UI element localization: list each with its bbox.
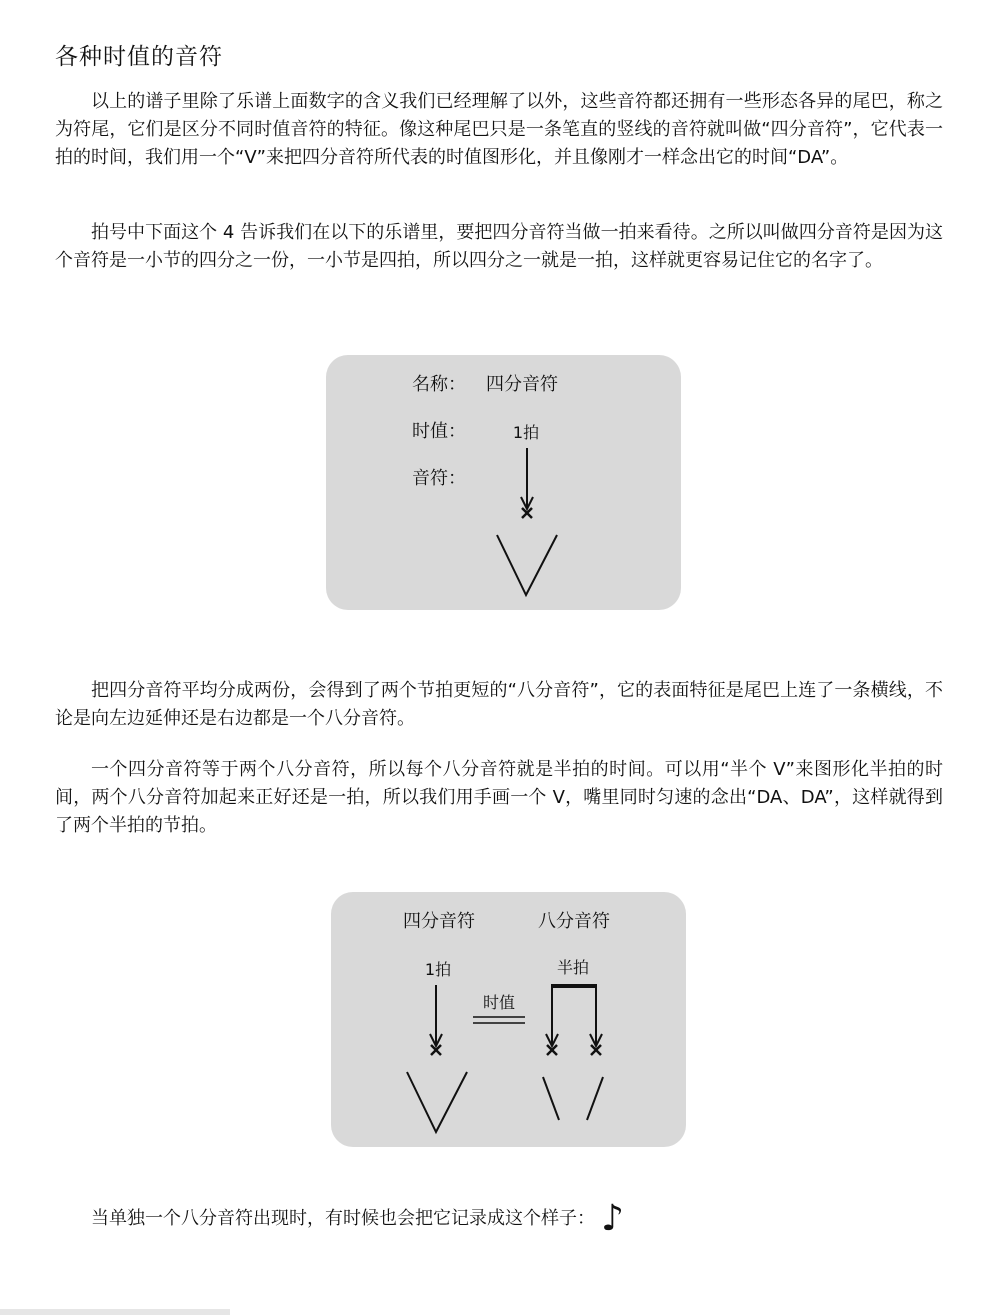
note-label: 音符：: [412, 468, 466, 489]
duration-label: 时值：: [412, 421, 466, 442]
quarter-note-stem: [430, 985, 442, 1046]
paragraph-half-beat: 一个四分音符等于两个八分音符，所以每个八分音符就是半拍的时间。可以用“半个 V”来图形化半拍的时间，两个八分音符加起来正好还是一拍，所以我们用手画一个 V，嘴里同时匀速的念出“DA、DA”，这样就得到了两个半拍的节拍。: [55, 759, 943, 836]
quarter-note-stem: [521, 448, 533, 509]
equals-sign-icon: [473, 1017, 525, 1023]
page-edge-shadow: [0, 1309, 230, 1315]
quarter-note-title: 四分音符: [403, 911, 475, 932]
eighth-note-icon: ♪: [601, 1198, 624, 1239]
eighth-note-stems: [546, 985, 602, 1046]
paragraph-quarter-note-intro: 以上的谱子里除了乐谱上面数字的含义我们已经理解了以外，这些音符都还拥有一些形态各异的尾巴，称之为符尾，它们是区分不同时值音符的特征。像这种尾巴只是一条笔直的竖线的音符就叫做“四分音符”，它代表一拍的时间，我们用一个“V”来把四分音符所代表的时值图形化，并且像刚才一样念出它的时间“DA”。: [55, 91, 943, 168]
quarter-note-diagram: [326, 355, 681, 610]
quarter-vs-eighth-drawing: [331, 892, 686, 1147]
page-heading: 各种时值的音符: [55, 44, 223, 70]
note-head-x-icon: [547, 1045, 601, 1055]
eighth-note-title: 八分音符: [538, 911, 610, 932]
paragraph-eighth-note-intro: 把四分音符平均分成两份，会得到了两个节拍更短的“八分音符”，它的表面特征是尾巴上连了一条横线，不论是向左边延伸还是右边都是一个八分音符。: [55, 680, 943, 729]
duration-value: 1拍: [512, 423, 540, 442]
quarter-duration: 1拍: [424, 960, 452, 979]
paragraph-single-eighth-text: 当单独一个八分音符出现时，有时候也会把它记录成这个样子：: [91, 1208, 595, 1229]
quarter-vs-eighth-diagram: [331, 892, 686, 1147]
half-v-beat-icon: [543, 1077, 603, 1120]
v-beat-icon: [497, 535, 557, 595]
paragraph-single-eighth-note: [55, 1198, 624, 1239]
name-value: 四分音符: [486, 374, 558, 395]
equals-label: 时值: [482, 993, 516, 1012]
eighth-duration: 半拍: [556, 958, 590, 977]
paragraph-time-signature: 拍号中下面这个 4 告诉我们在以下的乐谱里，要把四分音符当做一拍来看待。之所以叫做四分音符是因为这个音符是一小节的四分之一份，一小节是四拍，所以四分之一就是一拍，这样就更容易记住它的名字了。: [55, 222, 943, 271]
quarter-note-drawing: [326, 355, 681, 610]
name-label: 名称：: [412, 374, 466, 395]
v-beat-icon: [407, 1072, 467, 1132]
